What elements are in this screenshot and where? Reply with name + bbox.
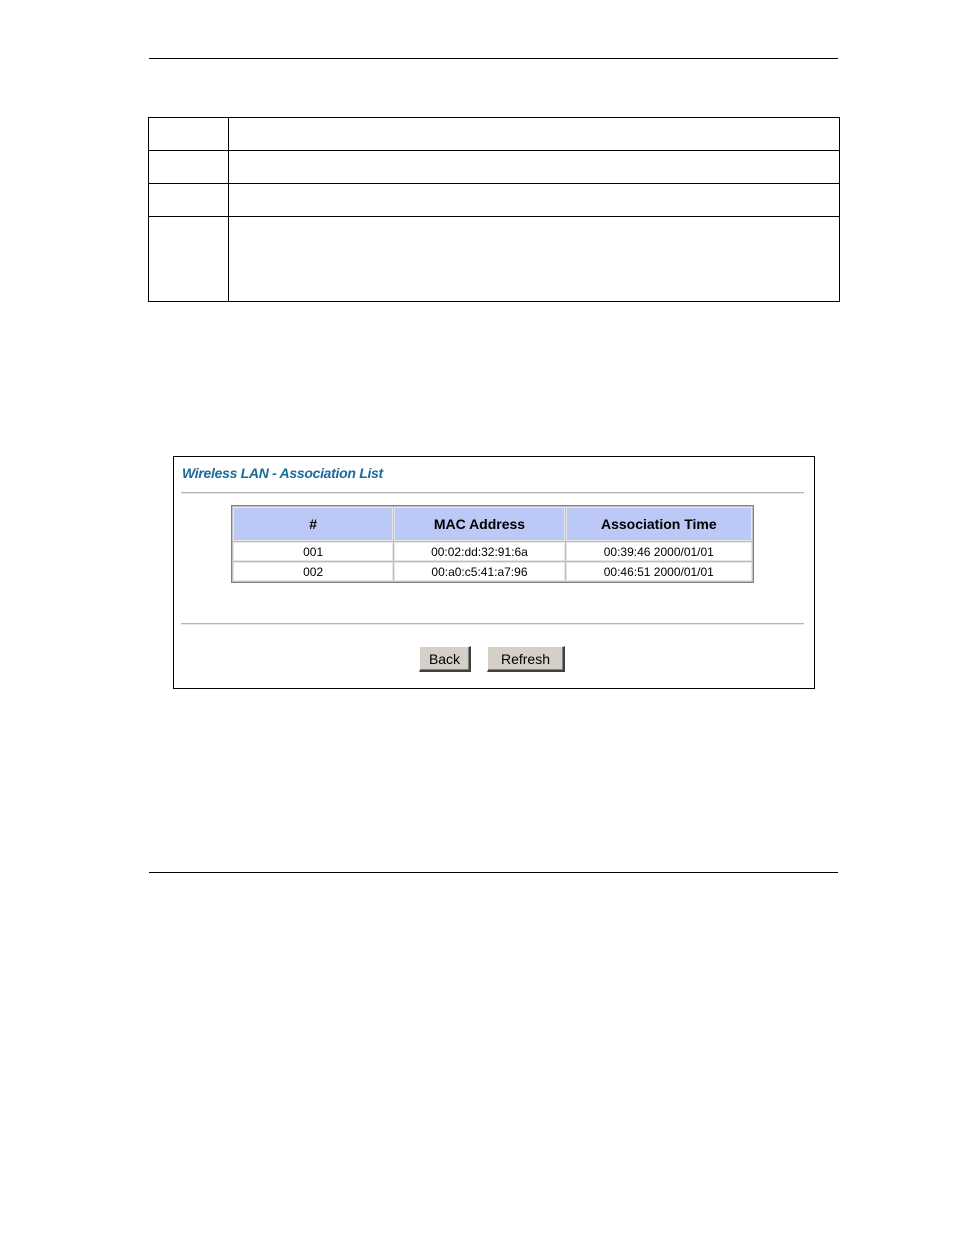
description-table: [148, 117, 840, 302]
table-cell: [229, 184, 840, 217]
cell-association-time: 00:39:46 2000/01/01: [566, 542, 752, 561]
header-mac-address: MAC Address: [394, 507, 564, 541]
title-divider: [181, 492, 804, 494]
table-cell: [149, 217, 229, 302]
table-cell: [149, 118, 229, 151]
refresh-button[interactable]: Refresh: [487, 646, 565, 672]
cell-number: 001: [233, 542, 393, 561]
cell-association-time: 00:46:51 2000/01/01: [566, 562, 752, 581]
table-row: [149, 151, 840, 184]
table-row: [233, 562, 752, 581]
table-cell: [149, 184, 229, 217]
footer-rule: [149, 872, 838, 873]
header-association-time: Association Time: [566, 507, 752, 541]
cell-number: 002: [233, 562, 393, 581]
header-number: #: [233, 507, 393, 541]
table-header-row: [233, 507, 752, 541]
table-row: [149, 118, 840, 151]
table-row: [149, 217, 840, 302]
table-cell: [149, 151, 229, 184]
table-row: [233, 542, 752, 561]
cell-mac-address: 00:02:dd:32:91:6a: [394, 542, 564, 561]
table-cell: [229, 217, 840, 302]
table-cell: [229, 118, 840, 151]
header-rule: [149, 58, 838, 59]
association-list-screenshot: [173, 456, 815, 689]
back-button[interactable]: Back: [419, 646, 471, 672]
panel-title: Wireless LAN - Association List: [182, 465, 383, 481]
button-divider: [181, 623, 804, 625]
table-cell: [229, 151, 840, 184]
cell-mac-address: 00:a0:c5:41:a7:96: [394, 562, 564, 581]
association-table: [231, 505, 754, 583]
table-row: [149, 184, 840, 217]
